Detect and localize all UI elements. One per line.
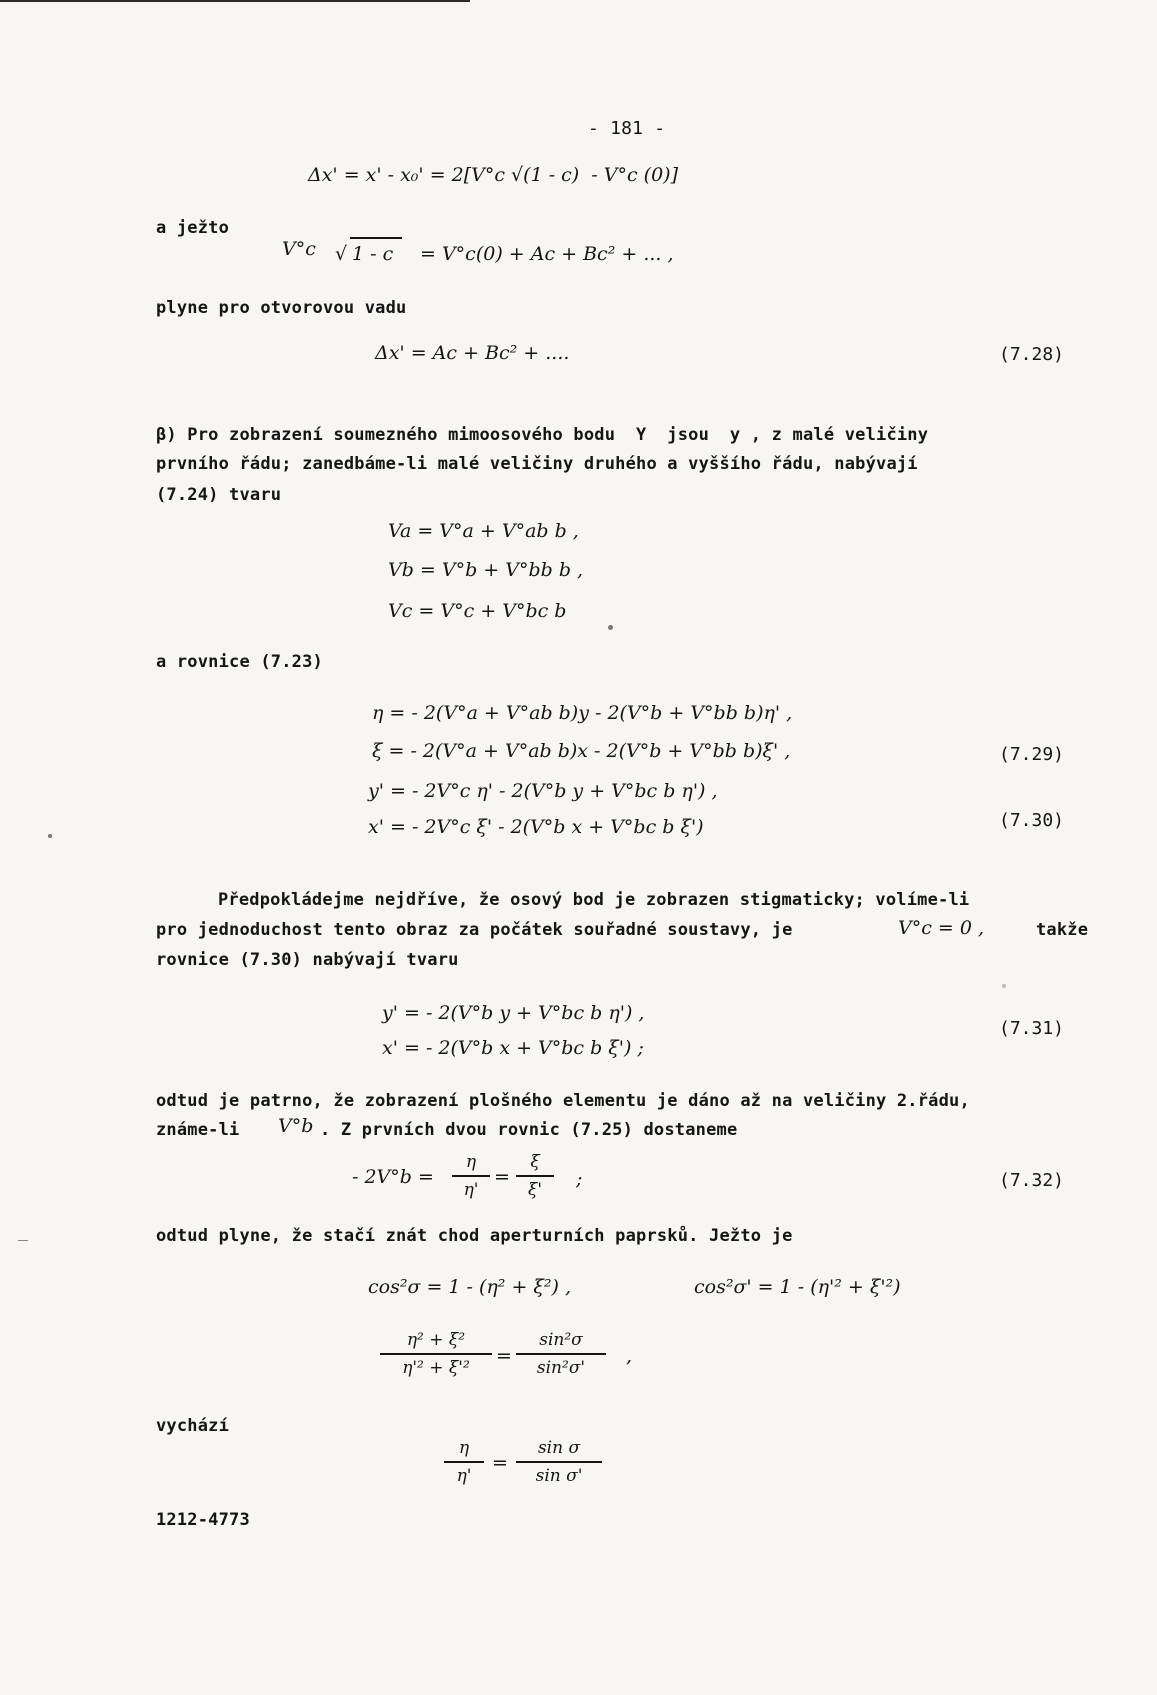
equation-vc-zero: V°c = 0 , <box>898 917 985 939</box>
fraction-denominator: ξ' <box>527 1179 543 1200</box>
equation-y-prime: y' = - 2V°c η' - 2(V°b y + V°bc b η') , <box>368 780 718 802</box>
fraction-denominator: η' <box>463 1179 479 1200</box>
equals-sign: = <box>492 1452 508 1474</box>
equation-sqrt-rhs: = V°c(0) + Ac + Bc² + ... , <box>420 243 674 265</box>
text-odtud-line-2-end: . Z prvních dvou rovnic (7.25) dostaneme <box>320 1120 738 1140</box>
equation-vc: Vc = V°c + V°bc b <box>388 600 567 622</box>
text-odtud-line-2: známe-li <box>156 1120 240 1140</box>
equation-eta: η = - 2(V°a + V°ab b)y - 2(V°b + V°bb b)η' , <box>372 702 793 724</box>
semicolon: ; <box>576 1168 583 1190</box>
fraction-bar <box>516 1353 606 1355</box>
equation-sqrt-lhs: V°c <box>282 238 316 260</box>
equation-vb-inline: V°b <box>278 1115 314 1137</box>
equation-number-7-30: (7.30) <box>999 810 1065 831</box>
equation-number-7-31: (7.31) <box>999 1018 1065 1039</box>
equation-number-7-29: (7.29) <box>999 744 1065 765</box>
fraction-eta-over-eta-prime <box>452 1152 490 1200</box>
text-beta-line-2: prvního řádu; zanedbáme-li malé veličiny druhého a vyššího řádu, nabývají <box>156 454 918 474</box>
text-odtud-plyne: odtud plyne, že stačí znát chod aperturních paprsků. Ježto je <box>156 1226 793 1246</box>
fraction-bar <box>516 1461 602 1463</box>
text-a-jezto: a ježto <box>156 218 230 238</box>
fraction-eta-xi-squares <box>380 1330 492 1378</box>
text-beta-line-3: (7.24) tvaru <box>156 485 282 505</box>
equation-sqrt-radical: √ <box>335 243 348 265</box>
text-pred-line-3: rovnice (7.30) nabývají tvaru <box>156 950 459 970</box>
text-pred-line-2: pro jednoduchost tento obraz za počátek souřadné soustavy, je <box>156 920 793 940</box>
text-pred-line-2-end: takže <box>1036 920 1089 940</box>
ink-speck <box>48 834 52 838</box>
equation-va: Va = V°a + V°ab b , <box>388 520 579 542</box>
equation-cos-sigma-prime: cos²σ' = 1 - (η'² + ξ'²) <box>694 1276 901 1298</box>
fraction-bar <box>516 1175 554 1177</box>
equation-vb: Vb = V°b + V°bb b , <box>388 559 584 581</box>
fraction-sin-ratio <box>516 1438 602 1486</box>
equation-number-7-32: (7.32) <box>999 1170 1065 1191</box>
fraction-eta-ratio <box>444 1438 484 1486</box>
text-vychazi: vychází <box>156 1416 230 1436</box>
ink-speck <box>1002 984 1006 988</box>
page-footer-code: 1212-4773 <box>156 1510 250 1530</box>
fraction-denominator: η' <box>456 1465 472 1486</box>
equals-sign: = <box>496 1345 512 1367</box>
comma: , <box>626 1345 633 1367</box>
page-number-header: - 181 - <box>588 118 666 139</box>
text-plyne: plyne pro otvorovou vadu <box>156 298 407 318</box>
fraction-sin-squares <box>516 1330 606 1378</box>
fraction-denominator: η'² + ξ'² <box>402 1357 470 1378</box>
fraction-numerator: sin σ <box>537 1438 581 1458</box>
text-odtud-line-1: odtud je patrno, že zobrazení plošného elementu je dáno až na veličiny 2.řádu, <box>156 1091 970 1111</box>
equation-7-31b: x' = - 2(V°b x + V°bc b ξ') ; <box>382 1037 644 1059</box>
text-pred-line-1: Předpokládejme nejdříve, že osový bod je zobrazen stigmaticky; volíme-li <box>218 890 970 910</box>
equation-x-prime: x' = - 2V°c ξ' - 2(V°b x + V°bc b ξ') <box>368 816 704 838</box>
equation-7-31a: y' = - 2(V°b y + V°bc b η') , <box>382 1002 645 1024</box>
equation-sqrt-arg: 1 - c <box>352 243 394 265</box>
fraction-numerator: η² + ξ² <box>406 1330 466 1350</box>
fraction-denominator: sin σ' <box>535 1465 583 1486</box>
equation-cos-sigma: cos²σ = 1 - (η² + ξ²) , <box>368 1276 571 1298</box>
fraction-bar <box>452 1175 490 1177</box>
fraction-bar <box>444 1461 484 1463</box>
equation-7-28: Δx' = Ac + Bc² + .... <box>375 342 570 364</box>
equation-xi: ξ = - 2(V°a + V°ab b)x - 2(V°b + V°bb b)ξ' , <box>372 740 791 762</box>
page-top-rule <box>0 0 470 2</box>
equation-7-32-lhs: - 2V°b = <box>352 1166 434 1188</box>
fraction-bar <box>380 1353 492 1355</box>
ink-speck <box>608 625 613 630</box>
fraction-denominator: sin²σ' <box>536 1357 586 1378</box>
equation-delta-x: Δx' = x' - x₀' = 2[V°c √(1 - c) - V°c (0)] <box>308 164 678 186</box>
text-a-rovnice: a rovnice (7.23) <box>156 652 323 672</box>
text-beta-line-1: β) Pro zobrazení soumezného mimoosového bodu Y jsou y , z malé veličiny <box>156 425 929 445</box>
sqrt-bar <box>350 237 402 239</box>
fraction-xi-over-xi-prime <box>516 1152 554 1200</box>
equals-sign: = <box>494 1166 510 1188</box>
equation-number-7-28: (7.28) <box>999 344 1065 365</box>
fraction-numerator: sin²σ <box>539 1330 583 1350</box>
fraction-numerator: η <box>465 1152 477 1172</box>
page-left-mark <box>18 1240 28 1241</box>
fraction-numerator: ξ <box>530 1152 540 1172</box>
fraction-numerator: η <box>458 1438 470 1458</box>
